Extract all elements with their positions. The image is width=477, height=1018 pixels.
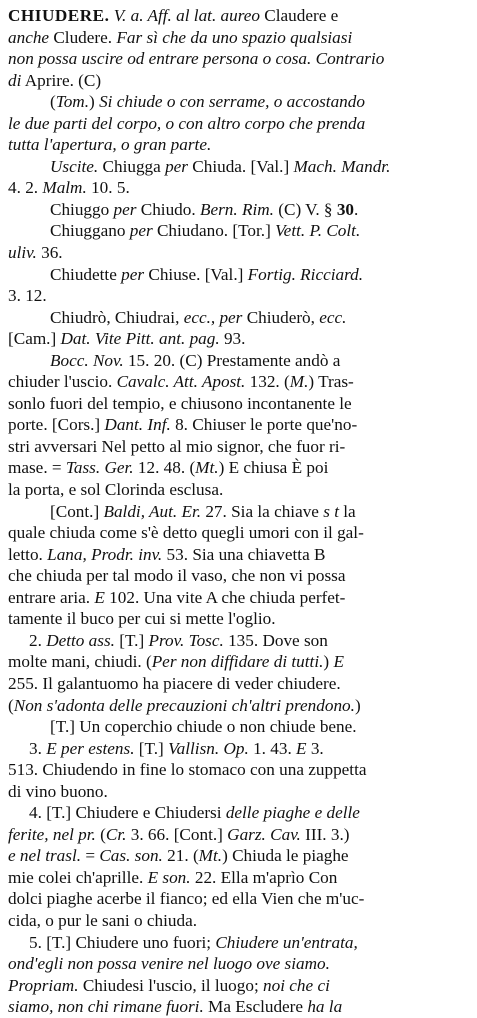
text-line: (Non s'adonta delle precauzioni ch'altri prendono.) [8, 695, 361, 715]
text-line: Propriam. Chiudesi l'uscio, il luogo; noi che ci [8, 975, 330, 995]
text-line: 255. Il galantuomo ha piacere di veder chiudere. [8, 673, 341, 693]
text-line: le due parti del corpo, o con altro corpo che prenda [8, 113, 366, 133]
text-line: mase. = Tass. Ger. 12. 48. (Mt.) E chiusa È poi [8, 458, 329, 478]
sense-4 [8, 802, 461, 931]
text-line: stri avversari Nel petto al mio signor, che fuor ri- [8, 436, 346, 456]
text-line: letto. Lana, Prodr. inv. 53. Sia una chiavetta B [8, 544, 326, 564]
text-line: 2. Detto ass. [T.] Prov. Tosc. 135. Dove son [29, 630, 328, 650]
entry-definition [8, 5, 461, 91]
text-line: [T.] Un coperchio chiude o non chiude bene. [50, 717, 357, 737]
text-line: tutta l'apertura, o gran parte. [8, 135, 212, 155]
text-line: Bocc. Nov. 15. 20. (C) Prestamente andò a [50, 350, 341, 370]
sense-5 [8, 932, 461, 1018]
text-line: Chiudrò, Chiudrai, ecc., per Chiuderò, ecc. [50, 307, 347, 327]
headword: CHIUDERE. [8, 6, 110, 25]
text-line: mie colei ch'aprille. E son. 22. Ella m'aprìo Con [8, 867, 338, 887]
text-line: di Aprire. (C) [8, 70, 102, 90]
text-line: quale chiuda come s'è detto quegli umori con il gal- [8, 523, 364, 543]
text-line: 513. Chiudendo in fine lo stomaco con una zuppetta [8, 760, 367, 780]
entry-note [8, 91, 461, 156]
text-line: 4. 2. Malm. 10. 5. [8, 178, 130, 198]
text-line: non possa uscire od entrare persona o cosa. Contrario [8, 49, 385, 69]
text-line: [Cont.] Baldi, Aut. Er. 27. Sia la chiave s t la [50, 501, 356, 521]
text-line: [Cam.] Dat. Vite Pitt. ant. pag. 93. [8, 329, 246, 349]
text-line: ferite, nel pr. (Cr. 3. 66. [Cont.] Garz. Cav. III. 3.) [8, 824, 350, 844]
text-line: di vino buono. [8, 781, 108, 801]
text-line: tamente il buco per cui si mette l'oglio. [8, 609, 276, 629]
text-line: e nel trasl. = Cas. son. 21. (Mt.) Chiuda le piaghe [8, 846, 349, 866]
text-line: dolci piaghe acerbe il fianco; ed ella Vien che m'uc- [8, 889, 365, 909]
text-line: molte mani, chiudi. (Per non diffidare di tutti.) E [8, 652, 344, 672]
text-line: che chiuda per tal modo il vaso, che non vi possa [8, 566, 346, 586]
text-line: CHIUDERE. V. a. Aff. al lat. aureo Claudere e [8, 6, 339, 25]
text-line: 4. [T.] Chiudere e Chiudersi delle piaghe e delle [29, 803, 360, 823]
text-line: Chiudette per Chiuse. [Val.] Fortig. Ricciard. [50, 264, 364, 284]
text-line: siamo, non chi rimane fuori. Ma Escludere ha la [8, 997, 343, 1017]
text-line: porte. [Cors.] Dant. Inf. 8. Chiuser le porte que'no- [8, 415, 358, 435]
text-line: 3. 12. [8, 286, 47, 306]
sense-3 [8, 738, 461, 803]
text-line: sonlo fuori del tempio, e chiusono incontanente le [8, 393, 352, 413]
text-line: 5. [T.] Chiudere uno fuori; Chiudere un'entrata, [29, 932, 358, 952]
text-line: la porta, e sol Clorinda esclusa. [8, 480, 224, 500]
entry-forms [8, 156, 461, 350]
text-line: (Tom.) Si chiude o con serrame, o accostando [50, 92, 365, 112]
text-line: 3. E per estens. [T.] Vallisn. Op. 1. 43. E 3. [29, 738, 324, 758]
text-line: Uscite. Chiugga per Chiuda. [Val.] Mach. Mandr. [50, 156, 391, 176]
text-line: chiuder l'uscio. Cavalc. Att. Apost. 132. (M.) Tras- [8, 372, 354, 392]
text-line: Chiuggo per Chiudo. Bern. Rim. (C) V. § 30. [50, 199, 359, 219]
text-line: anche Cludere. Far sì che da uno spazio qualsiasi [8, 27, 353, 47]
sense-2 [8, 630, 461, 738]
text-line: cida, o pur le sani o chiuda. [8, 910, 198, 930]
entry-citations [8, 350, 461, 630]
text-line: uliv. 36. [8, 243, 63, 263]
text-line: entrare aria. E 102. Una vite A che chiuda perfet- [8, 587, 346, 607]
text-line: Chiuggano per Chiudano. [Tor.] Vett. P. Colt. [50, 221, 361, 241]
text-line: ond'egli non possa venire nel luogo ove siamo. [8, 954, 330, 974]
